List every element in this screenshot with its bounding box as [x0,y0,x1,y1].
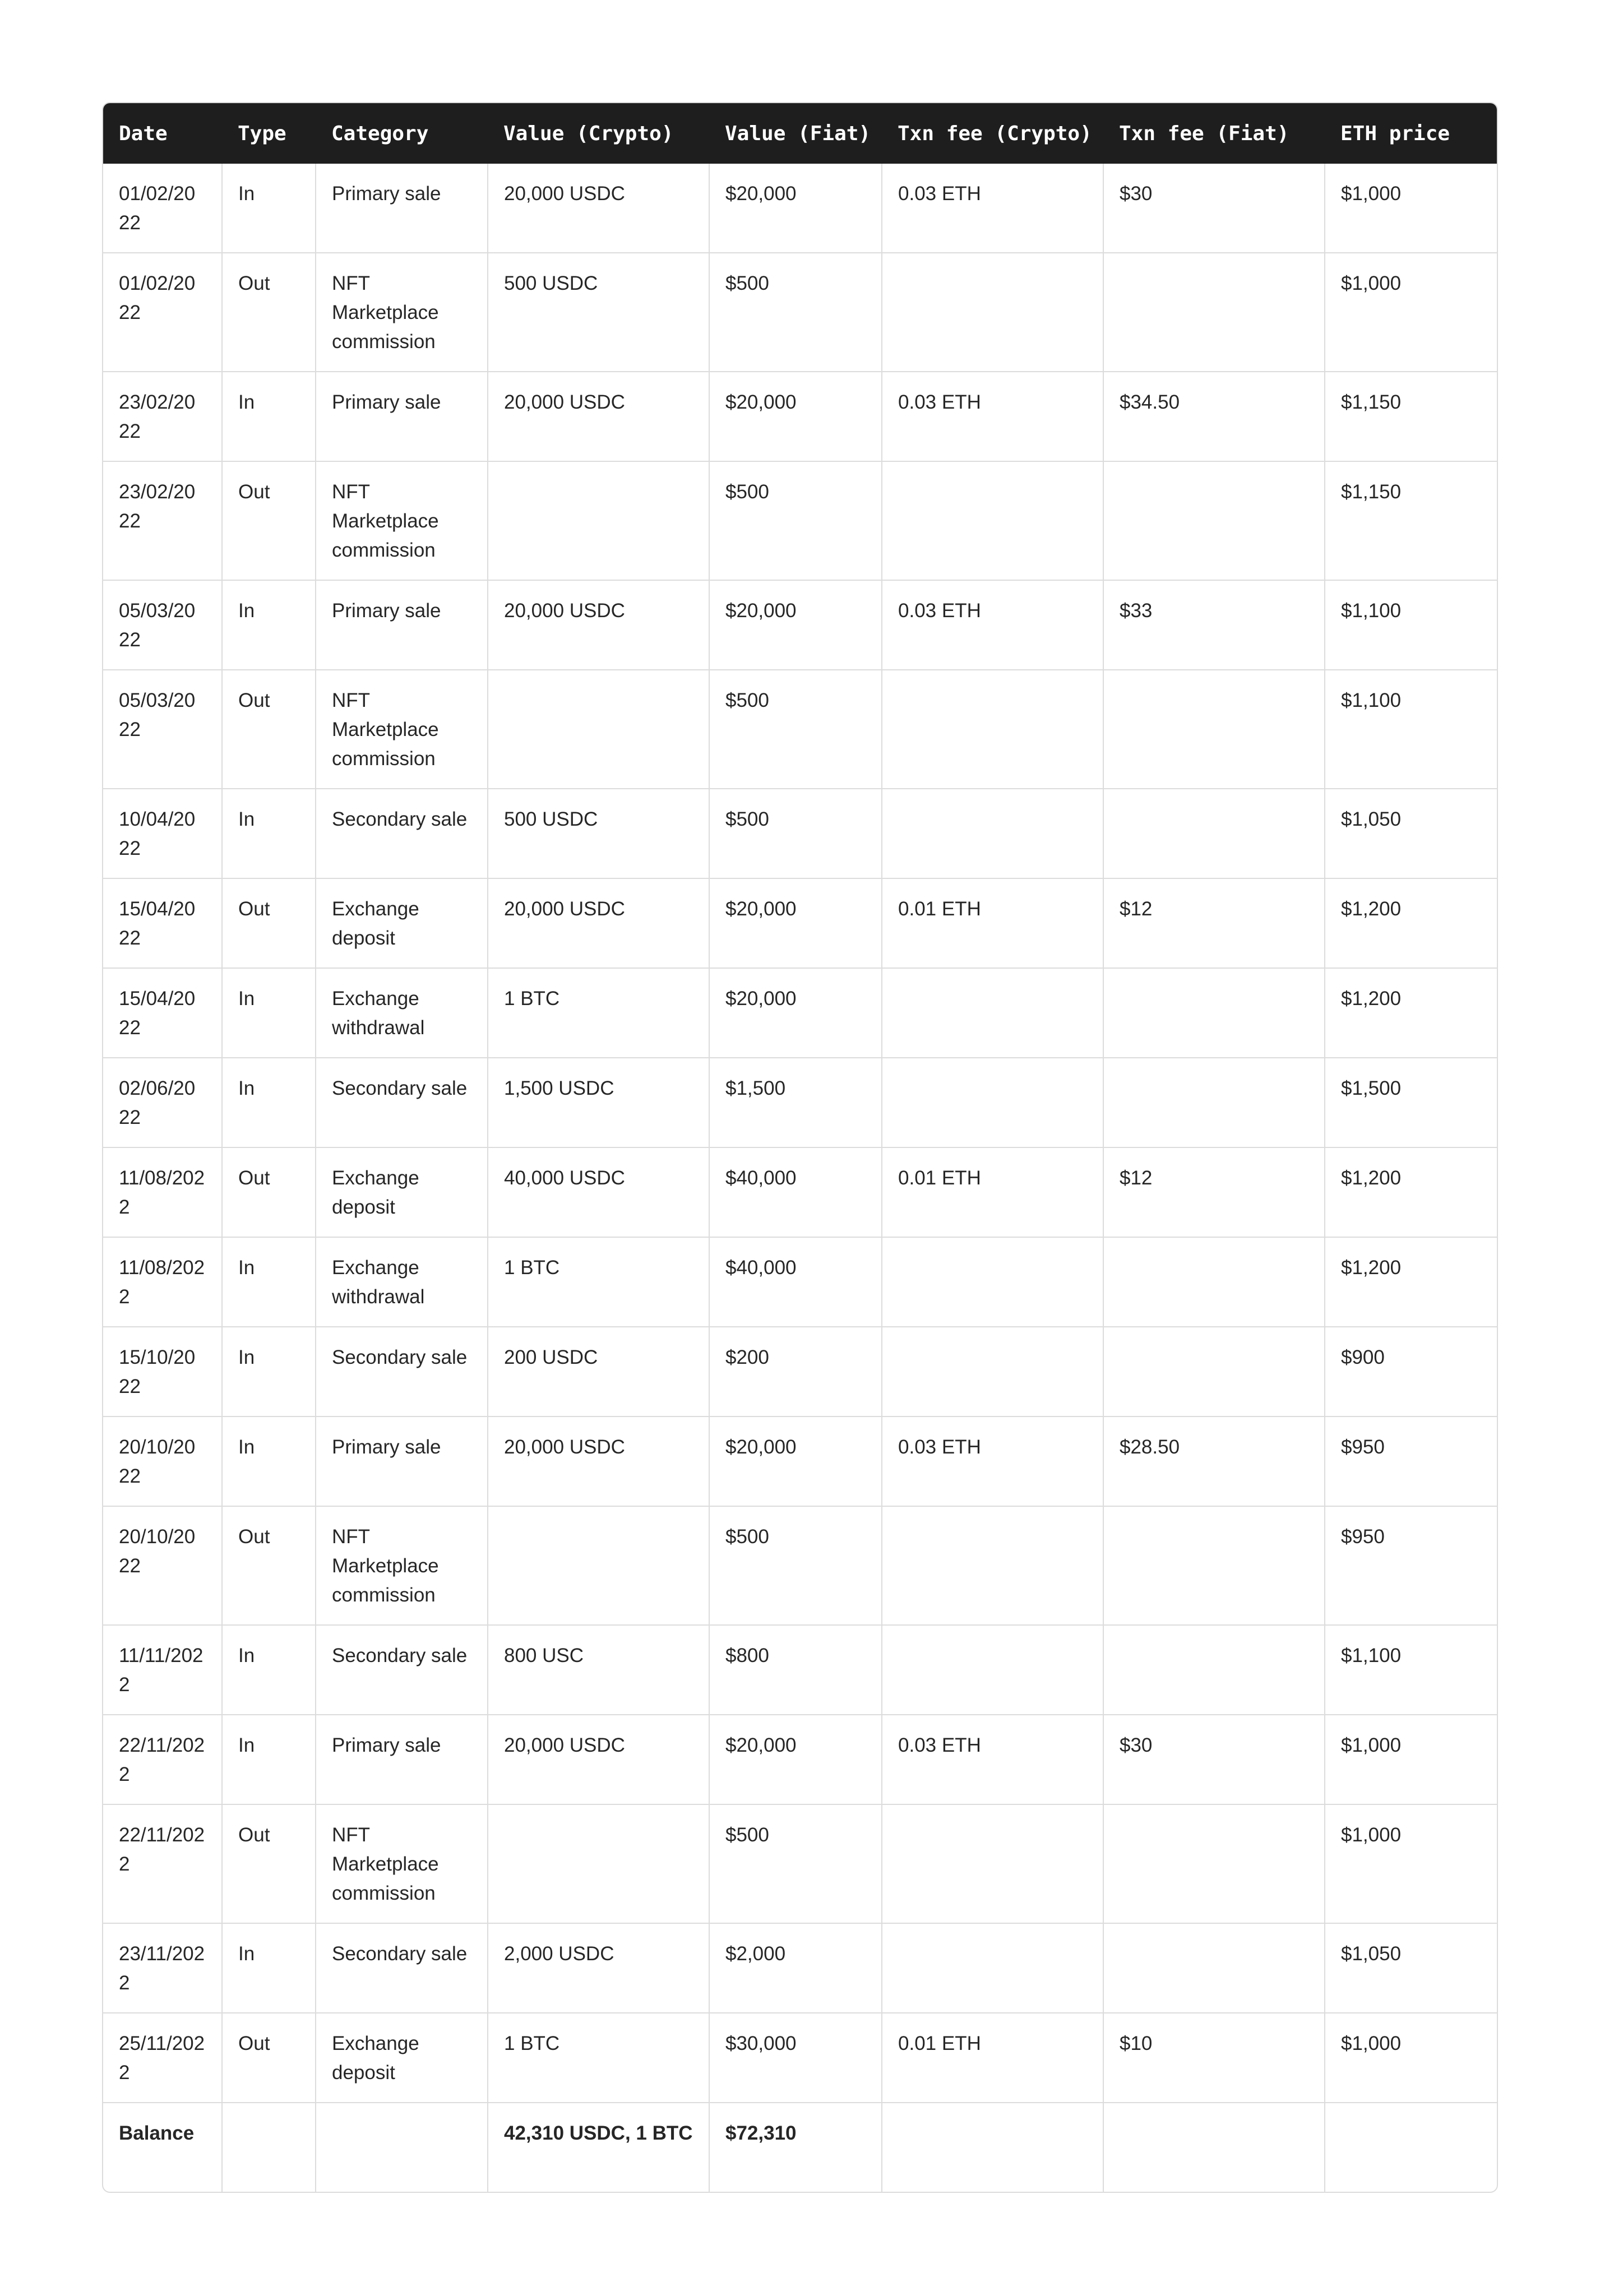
cell-value-crypto: 800 USC [488,1625,709,1715]
cell-value-crypto: 1 BTC [488,2013,709,2103]
cell-date: 23/02/2022 [103,461,222,580]
cell-date: 11/08/2022 [103,1237,222,1327]
cell-date: 22/11/2022 [103,1804,222,1923]
cell-fee-fiat [1103,461,1325,580]
cell-value-crypto [488,1804,709,1923]
cell-eth-price: $1,150 [1325,461,1497,580]
cell-eth-price: $1,200 [1325,1237,1497,1327]
cell-fee-crypto: 0.03 ETH [882,1715,1103,1804]
cell-category: Secondary sale [316,1625,488,1715]
cell-date: 02/06/2022 [103,1058,222,1147]
balance-value-crypto: 42,310 USDC, 1 BTC [488,2103,709,2192]
column-header-txn-fee-fiat: Txn fee (Fiat) [1103,103,1325,164]
cell-type: In [222,580,316,670]
cell-date: 23/02/2022 [103,372,222,461]
cell-type: In [222,164,316,253]
table-row [103,968,1497,1058]
column-header-eth-price: ETH price [1325,103,1497,164]
cell-value-fiat: $500 [709,789,882,878]
cell-type: Out [222,461,316,580]
cell-category [316,2103,488,2192]
cell-fee-crypto [882,1625,1103,1715]
cell-type: In [222,1923,316,2013]
cell-date: 15/10/2022 [103,1327,222,1417]
cell-fee-crypto: 0.03 ETH [882,580,1103,670]
table-row [103,670,1497,789]
cell-date: 15/04/2022 [103,878,222,968]
cell-fee-crypto [882,1804,1103,1923]
cell-type: In [222,1715,316,1804]
table-body [103,164,1497,2192]
cell-value-fiat: $500 [709,1506,882,1625]
cell-value-crypto [488,461,709,580]
cell-type: In [222,968,316,1058]
cell-type: Out [222,1147,316,1237]
cell-type: Out [222,878,316,968]
cell-eth-price: $1,100 [1325,670,1497,789]
column-header-category: Category [316,103,488,164]
cell-type [222,2103,316,2192]
cell-type: Out [222,2013,316,2103]
cell-value-fiat: $200 [709,1327,882,1417]
cell-category: Secondary sale [316,1058,488,1147]
cell-category: Primary sale [316,580,488,670]
cell-value-fiat: $20,000 [709,1417,882,1506]
cell-category: NFT Marketplace commission [316,461,488,580]
transactions-table-container [102,102,1498,2193]
cell-fee-crypto: 0.03 ETH [882,372,1103,461]
cell-eth-price [1325,2103,1497,2192]
cell-value-fiat: $500 [709,461,882,580]
balance-value-fiat: $72,310 [709,2103,882,2192]
cell-category: Exchange deposit [316,1147,488,1237]
cell-date: 11/08/2022 [103,1147,222,1237]
cell-fee-crypto [882,461,1103,580]
cell-value-fiat: $1,500 [709,1058,882,1147]
cell-value-crypto: 20,000 USDC [488,580,709,670]
cell-type: Out [222,1506,316,1625]
cell-value-fiat: $40,000 [709,1147,882,1237]
column-header-txn-fee-crypto: Txn fee (Crypto) [882,103,1103,164]
header-row [103,103,1497,164]
table-row [103,1506,1497,1625]
cell-fee-fiat: $12 [1103,878,1325,968]
table-row [103,164,1497,253]
cell-type: In [222,1058,316,1147]
column-header-type: Type [222,103,316,164]
cell-eth-price: $1,500 [1325,1058,1497,1147]
table-row [103,1058,1497,1147]
cell-eth-price: $1,050 [1325,789,1497,878]
cell-value-fiat: $2,000 [709,1923,882,2013]
cell-value-crypto: 500 USDC [488,253,709,372]
cell-fee-crypto [882,968,1103,1058]
cell-eth-price: $950 [1325,1417,1497,1506]
cell-date: 11/11/2022 [103,1625,222,1715]
table-row [103,1715,1497,1804]
cell-type: In [222,1417,316,1506]
cell-value-fiat: $500 [709,670,882,789]
cell-fee-crypto [882,1058,1103,1147]
table-row [103,461,1497,580]
cell-value-crypto: 20,000 USDC [488,1417,709,1506]
cell-category: Primary sale [316,1417,488,1506]
table-row [103,1625,1497,1715]
cell-value-crypto: 20,000 USDC [488,1715,709,1804]
cell-type: Out [222,1804,316,1923]
cell-fee-fiat [1103,2103,1325,2192]
cell-value-fiat: $500 [709,253,882,372]
cell-fee-fiat [1103,1237,1325,1327]
cell-category: NFT Marketplace commission [316,253,488,372]
cell-eth-price: $1,100 [1325,580,1497,670]
cell-value-crypto: 200 USDC [488,1327,709,1417]
table-row [103,1417,1497,1506]
table-row [103,1327,1497,1417]
cell-eth-price: $1,000 [1325,1715,1497,1804]
cell-fee-fiat: $10 [1103,2013,1325,2103]
cell-category: Exchange deposit [316,878,488,968]
cell-date: 22/11/2022 [103,1715,222,1804]
cell-fee-crypto [882,253,1103,372]
cell-value-fiat: $20,000 [709,878,882,968]
table-row [103,1923,1497,2013]
cell-fee-fiat [1103,253,1325,372]
cell-category: NFT Marketplace commission [316,1804,488,1923]
cell-fee-crypto [882,1237,1103,1327]
cell-type: In [222,1237,316,1327]
column-header-value-fiat: Value (Fiat) [709,103,882,164]
cell-value-crypto: 20,000 USDC [488,164,709,253]
cell-date: 01/02/2022 [103,253,222,372]
table-row [103,878,1497,968]
cell-date: 01/02/2022 [119,183,196,234]
cell-eth-price: $1,000 [1325,2013,1497,2103]
cell-fee-fiat [1103,1804,1325,1923]
cell-fee-fiat: $28.50 [1103,1417,1325,1506]
cell-value-fiat: $20,000 [709,580,882,670]
cell-type: In [222,1327,316,1417]
cell-category: Primary sale [316,164,488,253]
table-row [103,372,1497,461]
table-row [103,789,1497,878]
cell-value-crypto: 20,000 USDC [488,878,709,968]
cell-type: Out [222,253,316,372]
cell-category: Exchange deposit [316,2013,488,2103]
cell-date: 25/11/2022 [103,2013,222,2103]
cell-eth-price: $900 [1325,1327,1497,1417]
cell-fee-fiat: $12 [1103,1147,1325,1237]
cell-eth-price: $1,000 [1325,253,1497,372]
cell-eth-price: $1,050 [1325,1923,1497,2013]
table-row [103,2013,1497,2103]
table-row [103,580,1497,670]
cell-category: Primary sale [316,1715,488,1804]
cell-category: Secondary sale [316,1327,488,1417]
cell-value-crypto: 500 USDC [488,789,709,878]
cell-value-crypto: 1 BTC [488,1237,709,1327]
table-row [103,1147,1497,1237]
cell-date: 10/04/2022 [103,789,222,878]
cell-value-crypto [488,1506,709,1625]
cell-eth-price: $1,200 [1325,968,1497,1058]
column-header-date: Date [103,103,222,164]
cell-fee-crypto [882,1506,1103,1625]
cell-value-crypto: 20,000 USDC [488,372,709,461]
cell-fee-fiat: $30 [1103,164,1325,253]
cell-value-fiat: $30,000 [709,2013,882,2103]
cell-eth-price: $1,100 [1325,1625,1497,1715]
cell-eth-price: $1,000 [1325,1804,1497,1923]
cell-eth-price: $1,200 [1325,878,1497,968]
cell-fee-crypto: 0.03 ETH [882,1417,1103,1506]
cell-type: In [222,789,316,878]
column-header-value-crypto: Value (Crypto) [488,103,709,164]
cell-fee-crypto: 0.01 ETH [882,878,1103,968]
cell-value-crypto: 1,500 USDC [488,1058,709,1147]
cell-date: 15/04/2022 [103,968,222,1058]
cell-fee-fiat [1103,789,1325,878]
table-row [103,1804,1497,1923]
cell-category: Exchange withdrawal [316,1237,488,1327]
cell-fee-fiat [1103,670,1325,789]
cell-fee-fiat [1103,1327,1325,1417]
cell-fee-crypto [882,2103,1103,2192]
cell-value-fiat: $800 [709,1625,882,1715]
cell-eth-price: $1,000 [1325,164,1497,253]
cell-value-fiat: $500 [709,1804,882,1923]
cell-fee-crypto: 0.03 ETH [882,164,1103,253]
cell-date: 23/11/2022 [103,1923,222,2013]
cell-value-fiat: $40,000 [709,1237,882,1327]
cell-value-fiat: $20,000 [709,968,882,1058]
table-header [103,103,1497,164]
cell-category: Primary sale [316,372,488,461]
cell-type: In [222,372,316,461]
cell-fee-fiat [1103,1923,1325,2013]
cell-value-crypto: 40,000 USDC [488,1147,709,1237]
cell-fee-crypto: 0.01 ETH [882,2013,1103,2103]
transactions-table [103,103,1497,2192]
cell-fee-crypto [882,670,1103,789]
cell-eth-price: $1,200 [1325,1147,1497,1237]
cell-category: NFT Marketplace commission [316,1506,488,1625]
cell-fee-fiat [1103,1625,1325,1715]
cell-fee-crypto [882,789,1103,878]
cell-value-crypto: 2,000 USDC [488,1923,709,2013]
balance-label: Balance [103,2103,222,2192]
cell-value-fiat: $20,000 [709,372,882,461]
cell-date: 20/10/2022 [103,1417,222,1506]
cell-fee-crypto [882,1923,1103,2013]
cell-value-fiat: $20,000 [709,164,882,253]
cell-date: 20/10/2022 [103,1506,222,1625]
cell-category: Exchange withdrawal [316,968,488,1058]
cell-eth-price: $950 [1325,1506,1497,1625]
cell-fee-fiat [1103,1058,1325,1147]
cell-fee-crypto [882,1327,1103,1417]
cell-type: In [222,1625,316,1715]
cell-fee-fiat: $30 [1103,1715,1325,1804]
cell-value-fiat: $20,000 [709,1715,882,1804]
balance-row [103,2103,1497,2192]
cell-fee-crypto: 0.01 ETH [882,1147,1103,1237]
cell-category: Secondary sale [316,1923,488,2013]
table-row [103,253,1497,372]
cell-fee-fiat [1103,1506,1325,1625]
cell-eth-price: $1,150 [1325,372,1497,461]
cell-fee-fiat: $33 [1103,580,1325,670]
cell-category: NFT Marketplace commission [316,670,488,789]
cell-type: Out [222,670,316,789]
cell-fee-fiat [1103,968,1325,1058]
cell-fee-fiat: $34.50 [1103,372,1325,461]
cell-category: Secondary sale [316,789,488,878]
table-row [103,1237,1497,1327]
cell-date: 05/03/2022 [103,580,222,670]
cell-value-crypto [488,670,709,789]
cell-date: 05/03/2022 [103,670,222,789]
cell-value-crypto: 1 BTC [488,968,709,1058]
